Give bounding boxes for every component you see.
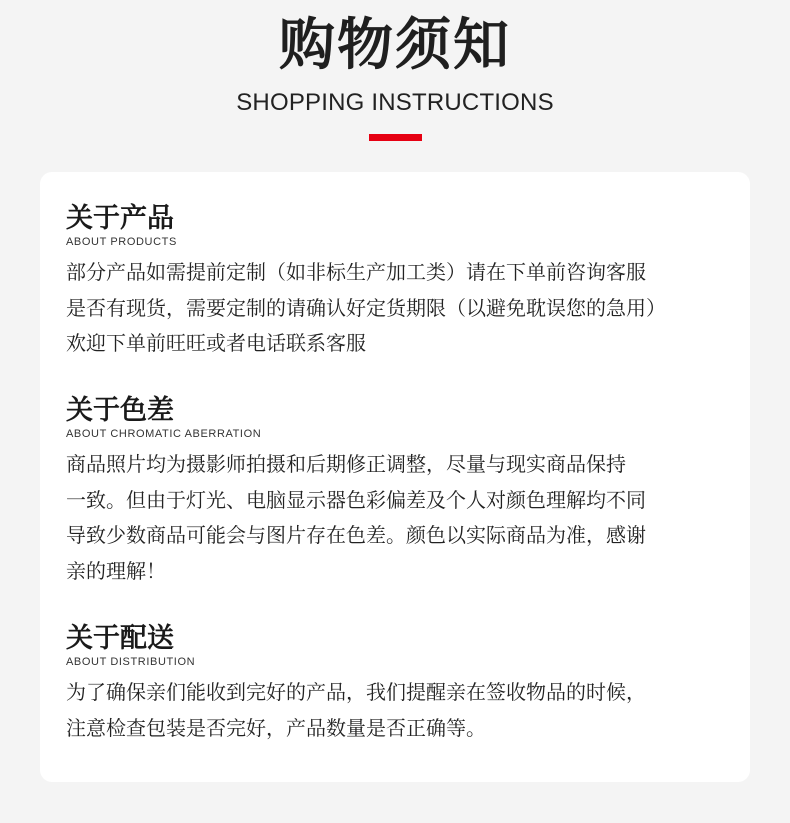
section-text-line: 为了确保亲们能收到完好的产品，我们提醒亲在签收物品的时候， [66,680,646,704]
section-about-distribution [66,622,736,746]
section-title: 关于配送 [66,623,174,654]
section-text-line: 部分产品如需提前定制（如非标生产加工类）请在下单前咨询客服 [66,260,646,284]
section-text-line: 是否有现货，需要定制的请确认好定货期限（以避免耽误您的急用） [66,295,666,320]
section-title: 关于产品 [66,203,174,234]
page-title: 购物须知 [279,13,511,78]
section-text-line: 亲的理解！ [66,558,166,583]
section-about-chromatic-aberration [66,394,736,589]
section-subtitle: ABOUT PRODUCTS [66,236,177,248]
section-text-line: 导致少数商品可能会与图片存在色差。颜色以实际商品为准，感谢 [66,523,646,547]
section-text-line: 注意检查包装是否完好，产品数量是否正确等。 [66,715,486,740]
section-title: 关于色差 [66,395,174,426]
title-accent-bar [369,134,422,141]
page-subtitle: SHOPPING INSTRUCTIONS [236,89,554,116]
section-text-line: 欢迎下单前旺旺或者电话联系客服 [66,331,366,355]
section-subtitle: ABOUT DISTRIBUTION [66,656,196,668]
section-subtitle: ABOUT CHROMATIC ABERRATION [66,428,262,440]
section-about-products [66,202,736,362]
section-text-line: 商品照片均为摄影师拍摄和后期修正调整，尽量与现实商品保持 [66,452,626,476]
instructions-card [40,172,750,782]
section-text-line: 一致。但由于灯光、电脑显示器色彩偏差及个人对颜色理解均不同 [66,487,646,512]
